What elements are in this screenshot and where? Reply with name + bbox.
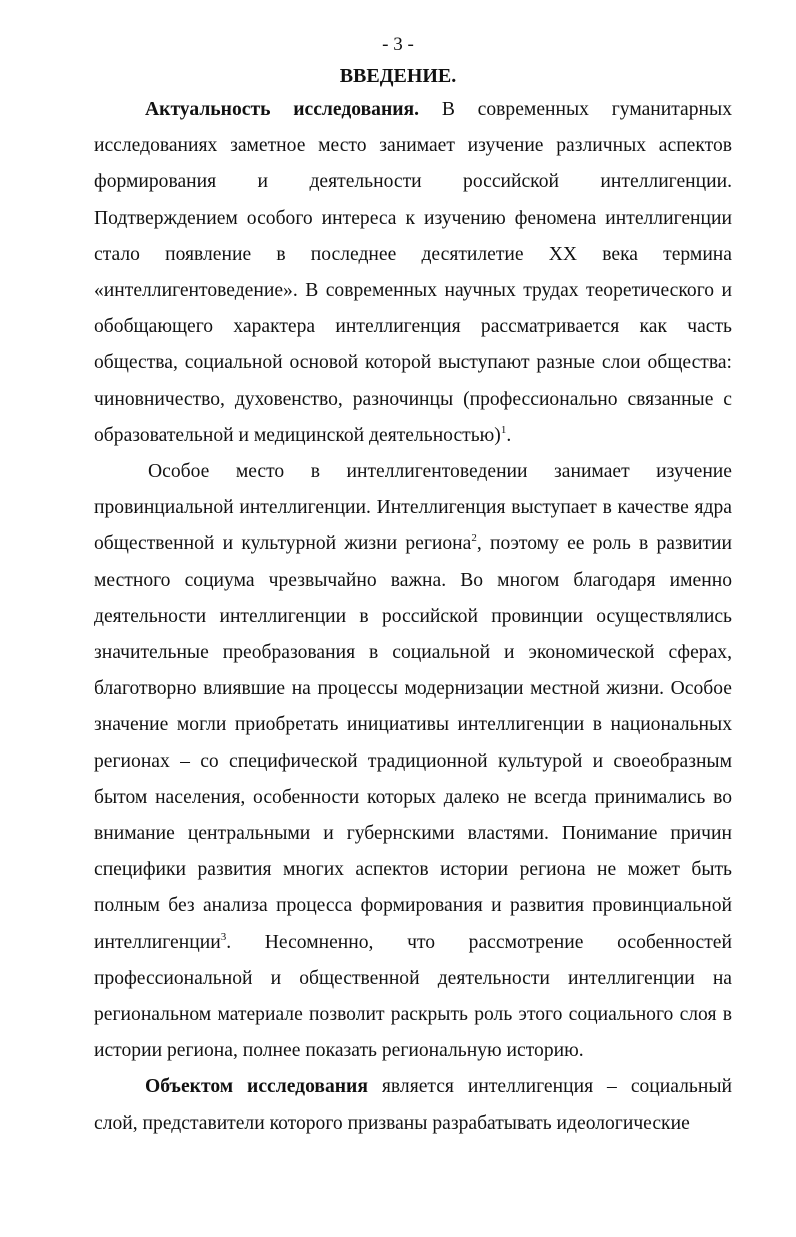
paragraph-lead-object: Объектом исследования xyxy=(145,1076,368,1098)
section-heading: ВВЕДЕНИЕ. xyxy=(339,65,457,87)
body-text xyxy=(94,92,732,1142)
paragraph-text: , поэтому ее роль в развитии местного социума чрезвычайно важна. Во многом благодаря именно деятельности интеллигенции в российской провинции осуществлялись значительные преобразования в социальной и экономической сферах, благотворно влиявшие на процессы модернизации местной жизни. Особое значение могли приобретать инициативы интеллигенции в национальных регионах – со специфической традиционной культурой и своеобразным бытом населения, особенности которых далеко не всегда принимались во внимание центральными и губернскими властями. Понимание причин специфики развития многих аспектов истории региона не может быть полным без анализа процесса формирования и развития провинциальной интеллигенции xyxy=(94,533,732,953)
page-number: - 3 - xyxy=(382,34,414,55)
paragraph-lead-relevance: Актуальность исследования. xyxy=(145,99,420,120)
paragraph-relevance xyxy=(94,92,732,454)
paragraph-research-object xyxy=(94,1069,732,1141)
paragraph-text: Особое место в интеллигентоведении занимает изучение провинциальной интеллигенции. Интеллигенция выступает в качестве ядра общественной и культурной жизни региона xyxy=(94,461,732,555)
paragraph-provincial-intelligentsia xyxy=(94,454,732,1069)
paragraph-text: В современных гуманитарных исследованиях заметное место занимает изучение различных аспектов формирования и деятельности российской интеллигенции. Подтверждением особого интереса к изучению феномена интеллигенции стало появление в последнее десятилетие XX века термина «интеллигентоведение». В современных научных трудах теоретического и обобщающего характера интеллигенция рассматривается как часть общества, социальной основой которой выступают разные слои общества: чиновничество, духовенство, разночинцы (профессионально связанные с образовательной и медицинской деятельностью) xyxy=(94,99,732,446)
paragraph-text: . Несомненно, что рассмотрение особенностей профессиональной и общественной деятельности интеллигенции на региональном материале позволит раскрыть роль этого социального слоя в истории региона, полнее показать региональную историю. xyxy=(94,931,732,1062)
paragraph-text: . xyxy=(506,424,512,446)
footnote-marker: 1 xyxy=(500,423,507,436)
footnote-marker: 2 xyxy=(471,532,477,545)
paragraph-text: является интеллигенция – социальный слой, представители которого призваны разрабатывать идеологические xyxy=(94,1076,732,1134)
footnote-marker: 3 xyxy=(220,930,227,943)
